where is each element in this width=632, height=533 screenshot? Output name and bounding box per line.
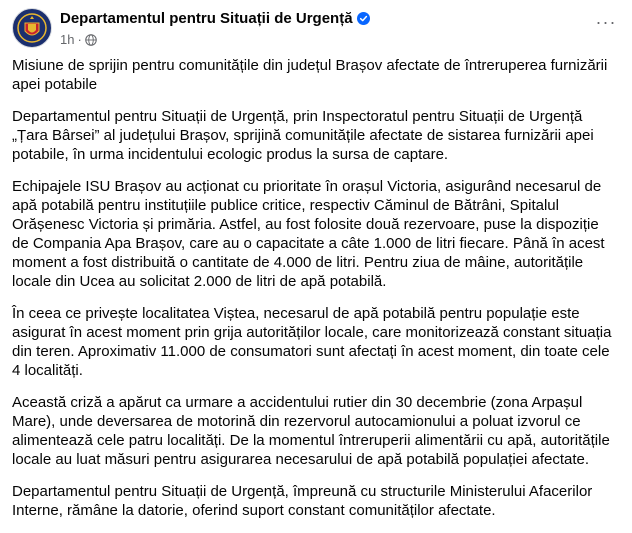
- page-avatar[interactable]: [12, 8, 52, 48]
- meta-separator: ·: [77, 32, 82, 47]
- post-paragraph: Departamentul pentru Situații de Urgență, prin Inspectoratul pentru Situații de Urgență „Țara Bârsei” al județului Brașov, sprijină comunitățile afectate de sistarea furnizării apei potabile, în urma incidentului ecologic produs la sursa de captare.: [12, 108, 594, 163]
- post-paragraph: Această criză a apărut ca urmare a accidentului rutier din 30 decembrie (zona Arpașul Mare), unde deversarea de motorină din rezervorul autocamionului a poluat izvorul ce alimentează cele patru localități. De la momentul întreruperii alimentării cu apă, autoritățile locale au luat măsuri pentru asigurarea necesarului de apă potabilă populației afectate.: [12, 394, 610, 468]
- post-paragraph-title: Misiune de sprijin pentru comunitățile din județul Brașov afectate de întreruperea furnizării apei potabile: [12, 57, 608, 93]
- post-header: [12, 8, 620, 48]
- post-text: [12, 56, 618, 533]
- verified-badge-icon: [357, 12, 370, 29]
- page-name-link[interactable]: [60, 10, 370, 29]
- post-meta: [60, 32, 97, 49]
- post-timestamp[interactable]: 1h: [60, 32, 75, 47]
- post-paragraph: Departamentul pentru Situații de Urgență, împreună cu structurile Ministerului Afacerilor Interne, rămâne la datorie, oferind suport constant comunităților afectate.: [12, 483, 593, 519]
- post-paragraph: Echipajele ISU Brașov au acționat cu prioritate în orașul Victoria, asigurând necesarul de apă potabilă pentru instituțiile publice critice, respectiv Căminul de Bătrâni, Spitalul Orășenesc Victoria și primăria. Astfel, au fost folosite două rezervoare, puse la dispoziție de Compania Apa Brașov, care au o capacitate a câte 1.000 de litri fiecare. Până în acest moment a fost distribuită o cantitate de 4.000 de litri. Pentru ziua de mâine, autoritățile locale din Ucea au solicitat 2.000 de litri de apă potabilă.: [12, 178, 605, 290]
- globe-icon[interactable]: [85, 34, 97, 49]
- post-paragraph: În ceea ce privește localitatea Viștea, necesarul de apă potabilă pentru populație este asigurat în acest moment prin grija autorităților locale, care monitorizează constant situația din teren. Aproximativ 11.000 de consumatori sunt afectați în acest moment, din toate cele 4 localități.: [12, 305, 612, 379]
- dsu-emblem-icon: [13, 9, 51, 47]
- page-name[interactable]: Departamentul pentru Situații de Urgență: [60, 10, 353, 27]
- more-options-button[interactable]: ···: [595, 12, 617, 32]
